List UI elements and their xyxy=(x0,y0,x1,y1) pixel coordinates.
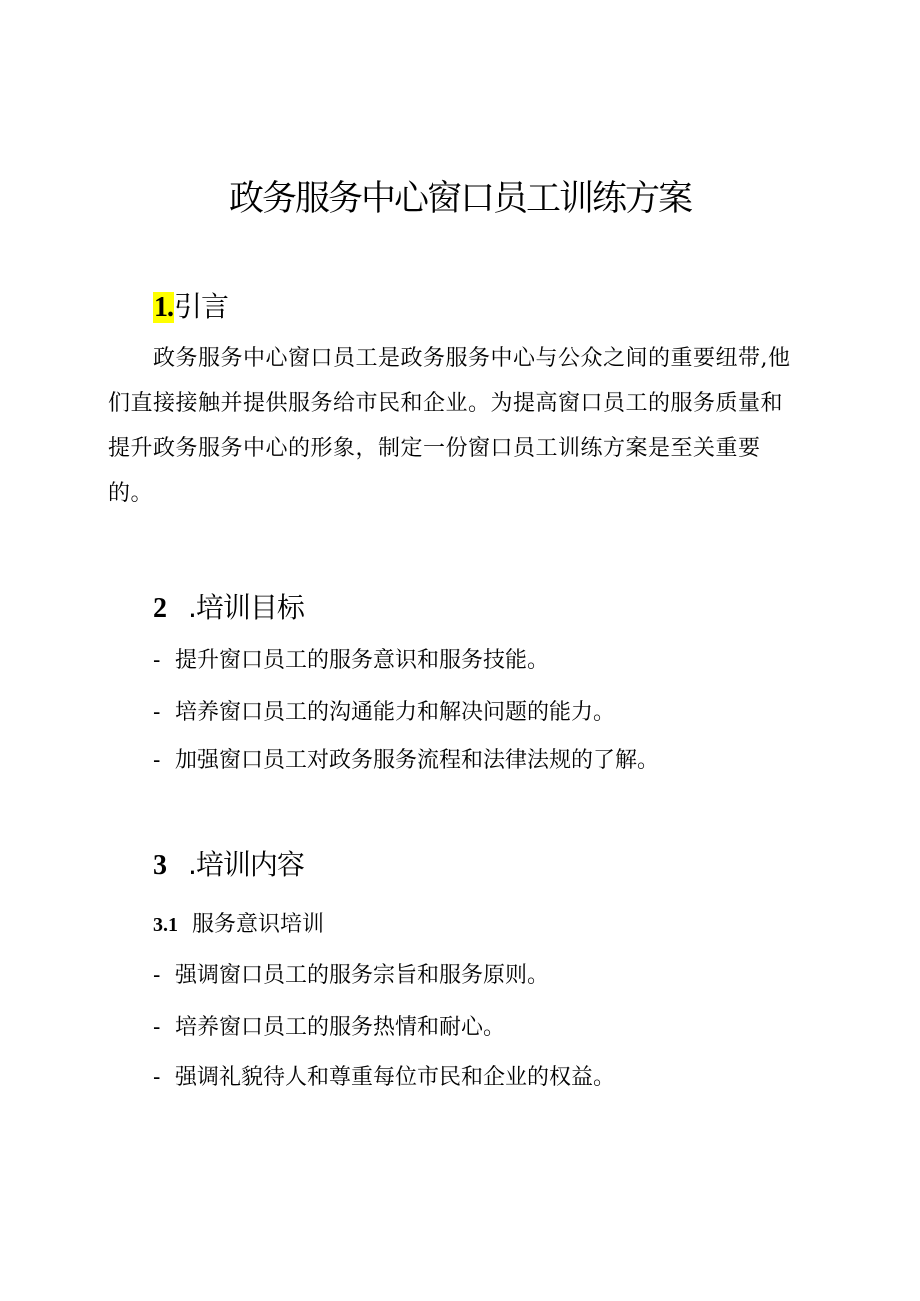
intro-line: 政务服务中心窗口员工是政务服务中心与公众之间的重要纽带,他 xyxy=(153,346,791,371)
section-number-goals: 2 xyxy=(153,593,166,624)
section-heading-intro xyxy=(153,288,228,327)
bullet-dash: - xyxy=(153,963,161,988)
content-item xyxy=(153,1012,505,1044)
goal-item xyxy=(153,697,615,729)
section-number-content: 3 xyxy=(153,850,166,881)
document-title: 政务服务中心窗口员工训练方案 xyxy=(228,179,691,219)
intro-paragraph xyxy=(108,336,828,516)
section-title-goals: .培训目标 xyxy=(188,591,304,624)
section-heading-content xyxy=(153,846,304,885)
section-heading-goals xyxy=(153,589,304,628)
goal-item xyxy=(153,745,659,777)
intro-line: 提升政务服务中心的形象，制定一份窗口员工训练方案是至关重要 xyxy=(108,436,761,461)
section-number-intro: 1. xyxy=(154,292,173,323)
goal-item-text: 培养窗口员工的沟通能力和解决问题的能力。 xyxy=(175,700,616,725)
content-item xyxy=(153,960,549,992)
bullet-dash: - xyxy=(153,700,161,725)
content-item-text: 强调窗口员工的服务宗旨和服务原则。 xyxy=(175,963,550,988)
goal-item-text: 提升窗口员工的服务意识和服务技能。 xyxy=(175,648,550,673)
content-item-text: 培养窗口员工的服务热情和耐心。 xyxy=(175,1015,506,1040)
content-item xyxy=(153,1062,615,1094)
bullet-dash: - xyxy=(153,1065,161,1090)
bullet-dash: - xyxy=(153,748,161,773)
subsection-title: 服务意识培训 xyxy=(192,912,325,937)
subsection-number: 3.1 xyxy=(153,914,178,936)
goal-item-text: 加强窗口员工对政务服务流程和法律法规的了解。 xyxy=(175,748,660,773)
content-item-text: 强调礼貌待人和尊重每位市民和企业的权益。 xyxy=(175,1065,616,1090)
section-title-intro: 引言 xyxy=(174,290,229,323)
intro-line: 的。 xyxy=(108,481,154,506)
section-title-content: .培训内容 xyxy=(188,848,304,881)
goal-item xyxy=(153,645,549,677)
bullet-dash: - xyxy=(153,648,161,673)
intro-line: 们直接接触并提供服务给市民和企业。为提高窗口员工的服务质量和 xyxy=(108,391,784,416)
subsection-heading xyxy=(153,910,324,940)
bullet-dash: - xyxy=(153,1015,161,1040)
